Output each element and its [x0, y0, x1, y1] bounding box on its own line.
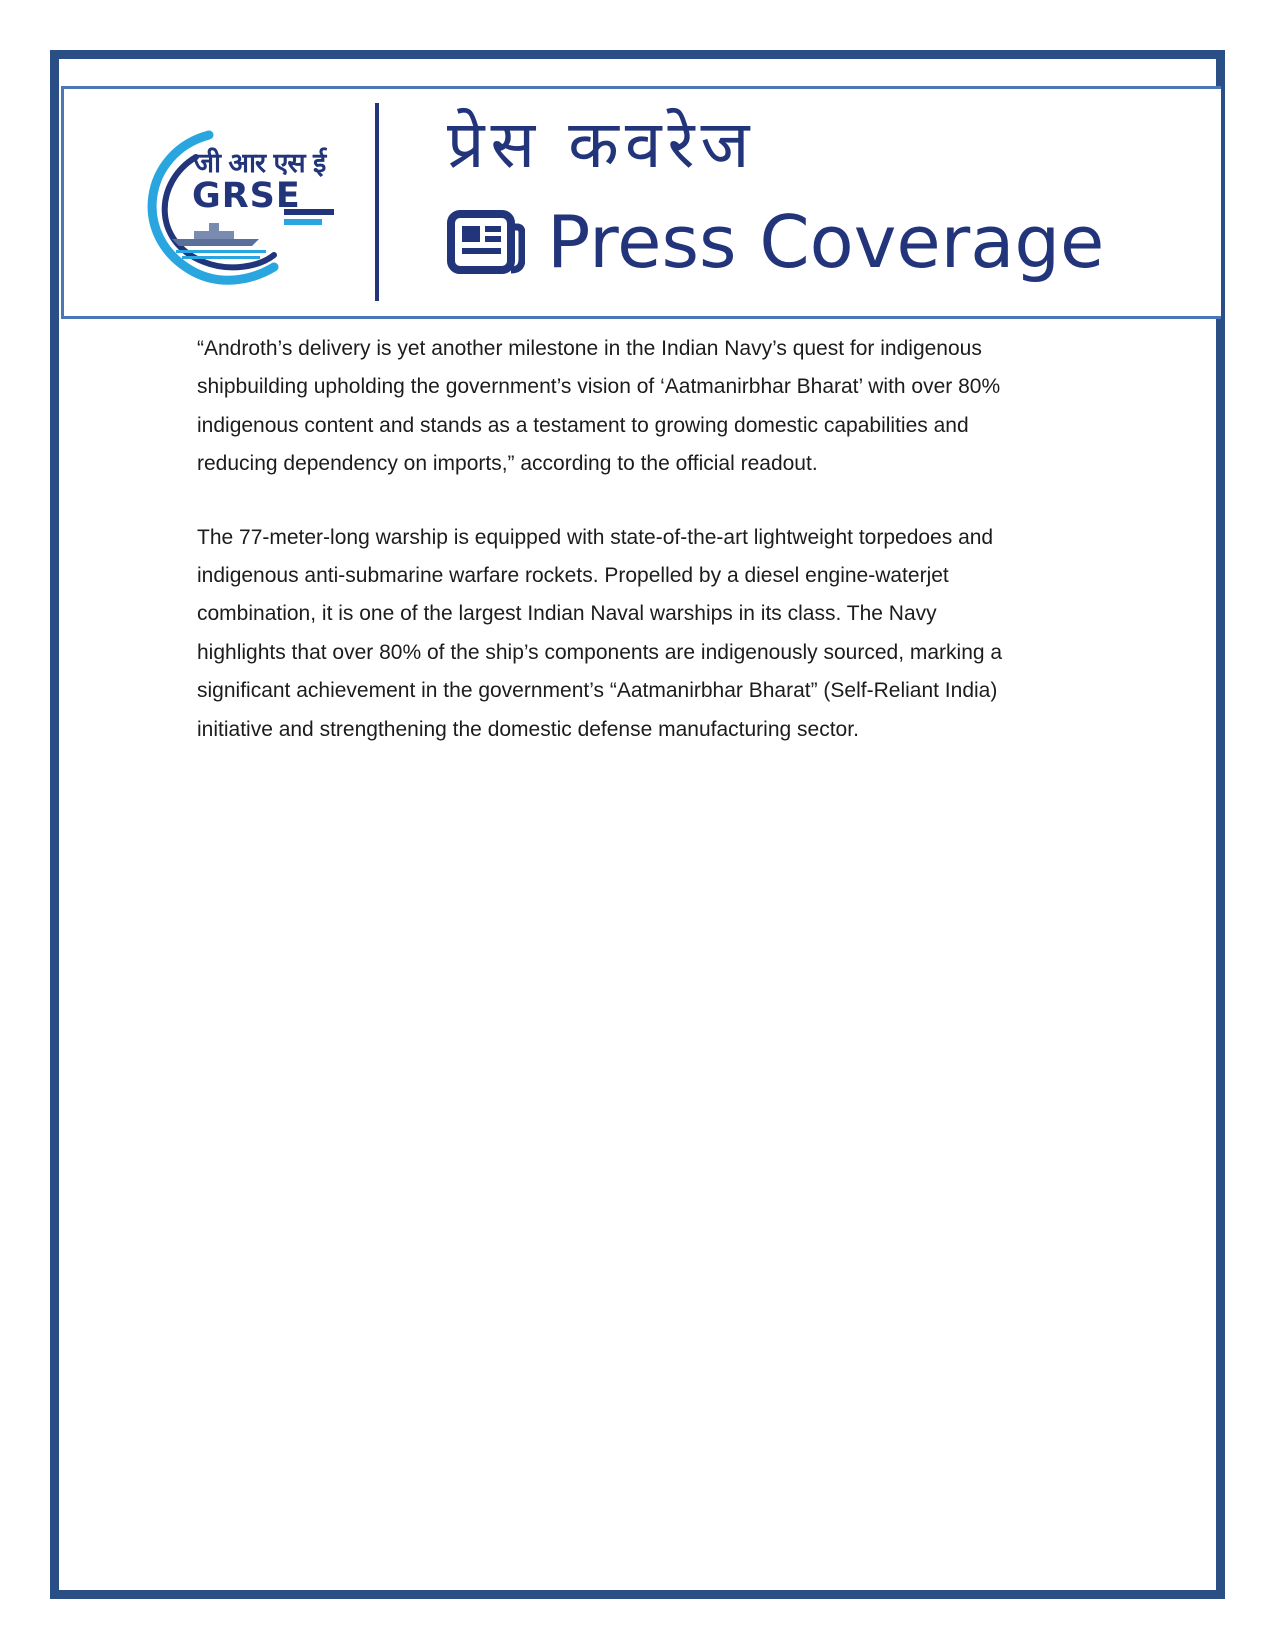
grse-logo — [134, 127, 354, 287]
header-divider — [375, 103, 379, 301]
title-hindi: प्रेस कवरेज — [447, 106, 756, 183]
article-body — [197, 330, 1017, 784]
title-english: Press Coverage — [547, 200, 1105, 284]
logo-english-text: GRSE — [192, 176, 301, 216]
title-row — [447, 197, 1104, 287]
article-paragraph: “Androth’s delivery is yet another milestone in the Indian Navy’s quest for indigenous shipbuilding upholding the government’s vision of ‘Aatmanirbhar Bharat’ with over 80% indigenous content and stands as a testament to growing domestic capabilities and reducing dependency on imports,” according to the official readout. — [197, 337, 1001, 476]
logo-hindi-text: जी आर एस ई — [194, 148, 326, 179]
article-paragraph: The 77-meter-long warship is equipped with state-of-the-art lightweight torpedoes and indigenous anti-submarine warfare rockets. Propelled by a diesel engine-waterjet combination, it is one of the largest Indian Naval warships in its class. The Navy highlights that over 80% of the ship’s components are indigenously sourced, marking a significant achievement in the government’s “Aatmanirbhar Bharat” (Self-Reliant India) initiative and strengthening the domestic defense manufacturing sector. — [197, 525, 1003, 741]
newspaper-icon — [447, 209, 525, 275]
header-banner — [61, 86, 1221, 319]
